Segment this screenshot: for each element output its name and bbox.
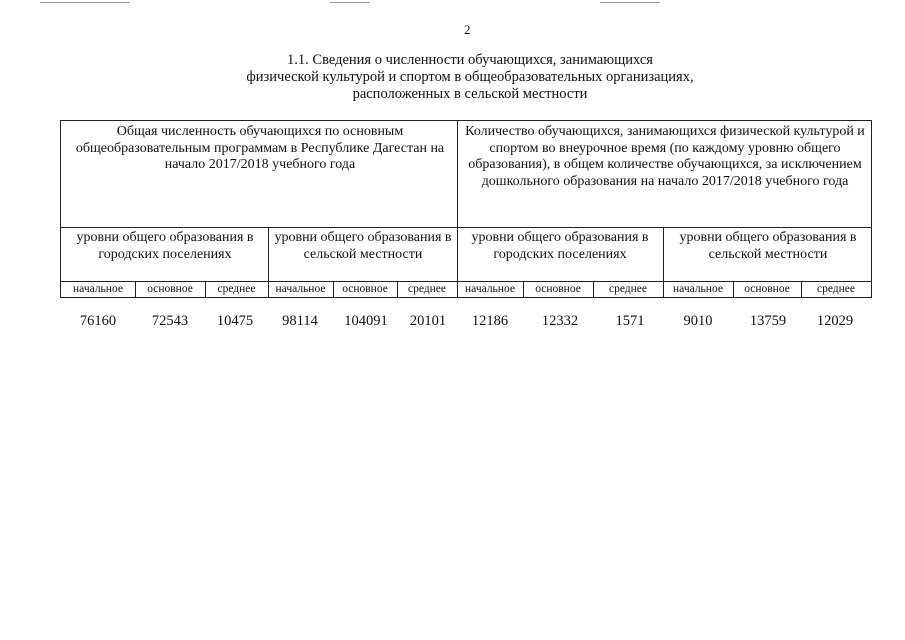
page-number: 2 xyxy=(464,22,471,37)
level-header-total-urban: уровни общего образования в городских поселениях xyxy=(76,230,254,262)
sub-header: основное xyxy=(744,283,790,295)
sub-header: начальное xyxy=(73,283,123,295)
sub-header: среднее xyxy=(608,283,648,295)
title-line-1: 1.1. Сведения о численности обучающихся, занимающихся xyxy=(287,52,653,68)
sub-header: начальное xyxy=(275,283,326,295)
group-header-total: Общая численность обучающихся по основным общеобразовательным программам в Республике Дагестан на начало 2017/2018 учебного года xyxy=(75,124,445,172)
level-header-total-rural: уровни общего образования в сельской местности xyxy=(274,230,452,262)
scan-artifact xyxy=(600,2,660,3)
value-cell: 104091 xyxy=(344,313,388,329)
title-line-3: расположенных в сельской местности xyxy=(352,86,588,102)
scan-artifact xyxy=(330,2,370,3)
level-header-sport-urban: уровни общего образования в городских поселениях xyxy=(471,230,649,262)
sub-header: среднее xyxy=(816,283,856,295)
page-title xyxy=(210,52,730,103)
sub-header: основное xyxy=(535,283,581,295)
value-cell: 1571 xyxy=(615,313,645,329)
group-divider xyxy=(457,121,458,297)
title-line-2: физической культурой и спортом в общеобразовательных организациях, xyxy=(246,69,694,85)
value-cell: 98114 xyxy=(282,313,318,329)
value-cell: 12029 xyxy=(816,313,854,329)
value-cell: 72543 xyxy=(151,313,189,329)
value-cell: 12332 xyxy=(541,313,579,329)
value-cell: 12186 xyxy=(471,313,509,329)
sub-header: начальное xyxy=(673,283,723,295)
group-header-sport: Количество обучающихся, занимающихся физической культурой и спортом во внеурочное время (по каждому уровню общего образования), в общем количестве обучающихся, за исключением дошкольного образования на начало 2017/2018 учебного года xyxy=(465,124,865,189)
data-table xyxy=(60,120,872,298)
sub-header: среднее xyxy=(407,283,447,295)
value-cell: 10475 xyxy=(216,313,254,329)
sub-header: начальное xyxy=(465,283,515,295)
sub-header: основное xyxy=(342,283,388,295)
sub-header: среднее xyxy=(217,283,256,295)
value-cell: 20101 xyxy=(409,313,447,329)
value-cell: 9010 xyxy=(683,313,713,329)
value-cell: 76160 xyxy=(79,313,117,329)
sub-header: основное xyxy=(147,283,193,295)
row-divider xyxy=(61,227,871,228)
value-cell: 13759 xyxy=(749,313,787,329)
scan-artifact xyxy=(40,2,130,3)
level-header-sport-rural: уровни общего образования в сельской местности xyxy=(679,230,857,262)
